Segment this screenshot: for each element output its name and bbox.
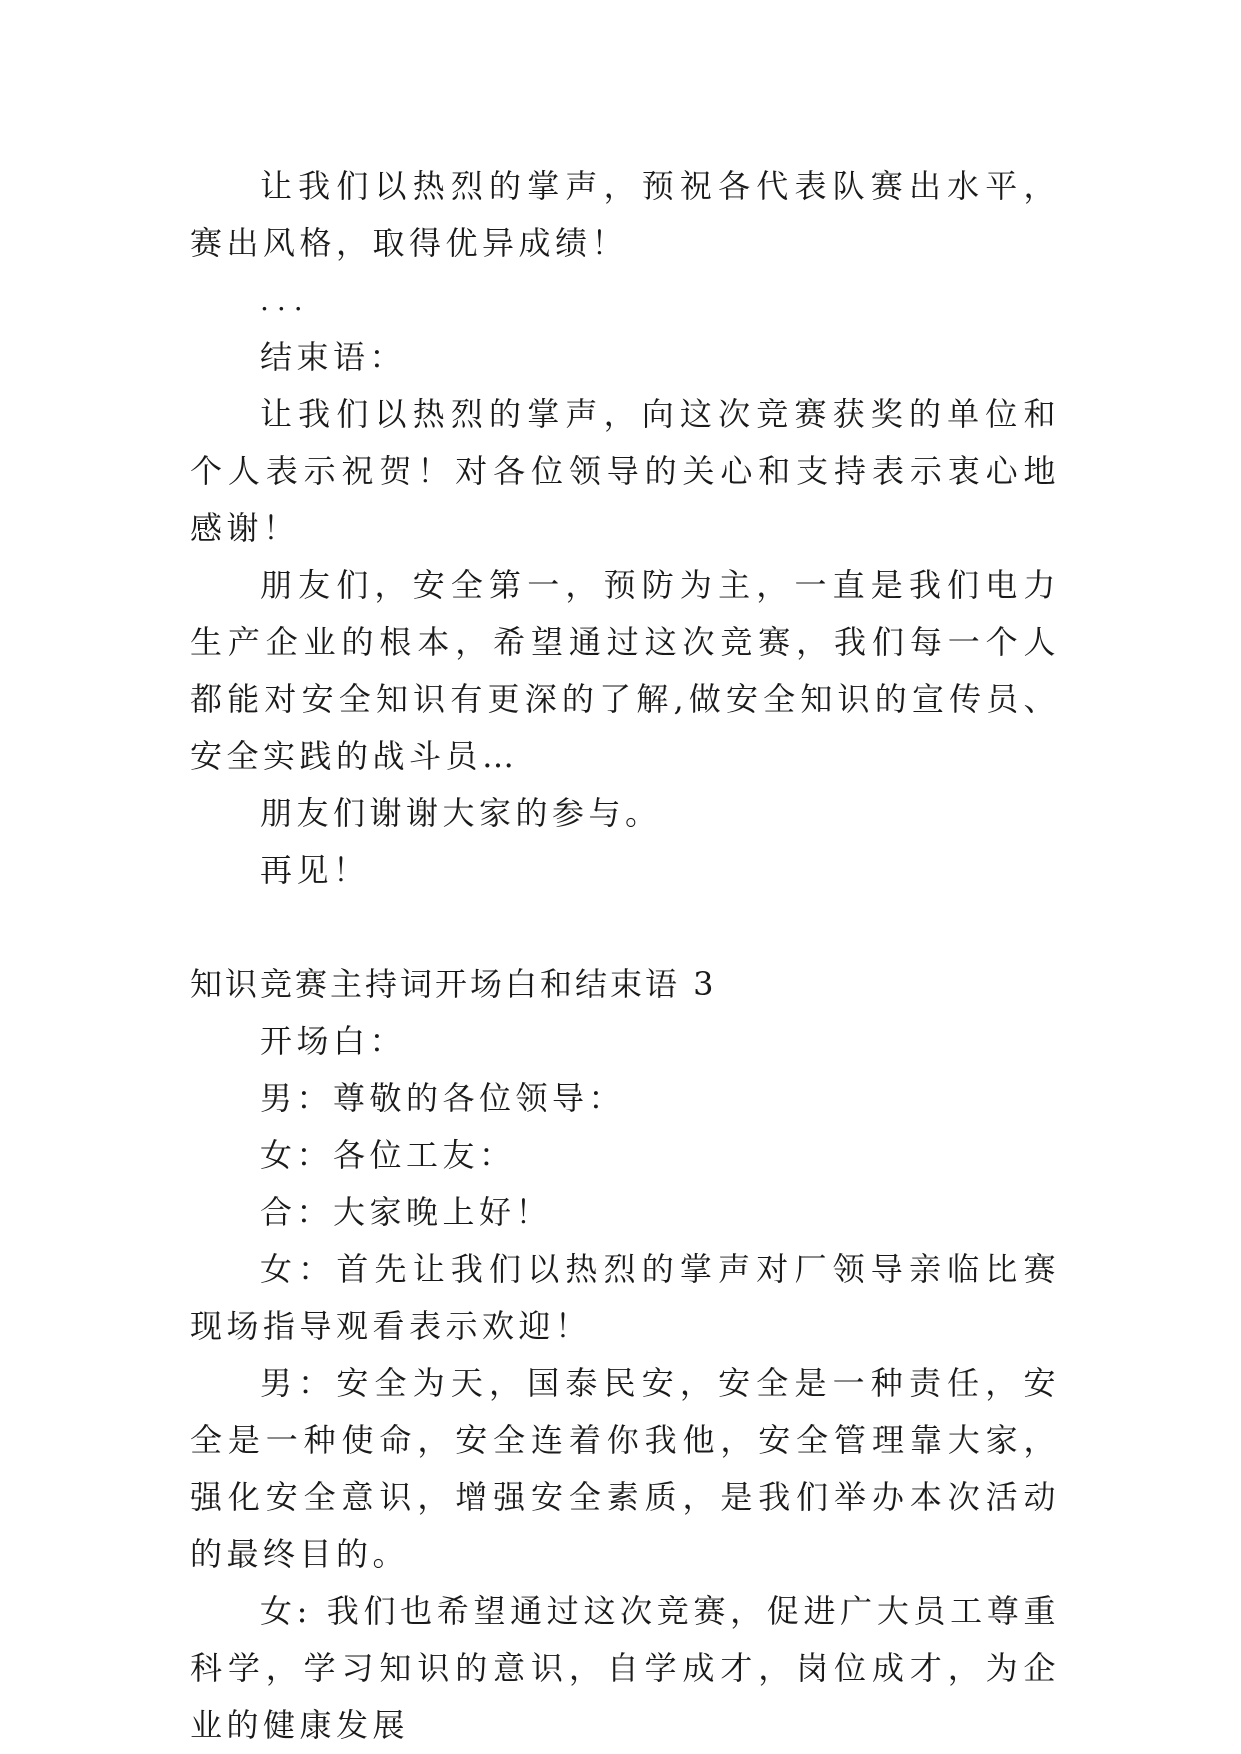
closing-heading: 结束语： [260,338,407,376]
paragraph: 朋友们，安全第一，预防为主，一直是我们电力生产企业的根本，希望通过这次竞赛，我们每一个人都能对安全知识有更深的了解,做安全知识的宣传员、安全实践的战斗员… [190,566,1060,775]
paragraph: 男：尊敬的各位领导： [260,1079,626,1117]
paragraph: 男：安全为天，国泰民安，安全是一种责任，安全是一种使命，安全连着你我他，安全管理靠大家，强化安全意识，增强安全素质，是我们举办本次活动的最终目的。 [190,1364,1060,1573]
paragraph: 女: 我们也希望通过这次竞赛，促进广大员工尊重科学，学习知识的意识，自学成才，岗位成才，为企业的健康发展 [190,1592,1060,1744]
paragraph: 再见！ [260,851,370,889]
opening-heading: 开场白： [260,1022,407,1060]
section-spacer [190,899,1060,956]
ellipsis-line: ... [260,284,311,317]
paragraph: 让我们以热烈的掌声，向这次竞赛获奖的单位和个人表示祝贺！对各位领导的关心和支持表示衷心地感谢！ [190,395,1060,547]
document-body [190,158,1060,1754]
paragraph: 女：首先让我们以热烈的掌声对厂领导亲临比赛现场指导观看表示欢迎！ [190,1250,1060,1345]
section-title: 知识竞赛主持词开场白和结束语 3 [190,965,717,1003]
paragraph: 朋友们谢谢大家的参与。 [260,794,662,832]
paragraph: 合：大家晚上好！ [260,1193,553,1231]
paragraph: 让我们以热烈的掌声，预祝各代表队赛出水平，赛出风格，取得优异成绩！ [190,167,1060,262]
paragraph: 女：各位工友： [260,1136,516,1174]
